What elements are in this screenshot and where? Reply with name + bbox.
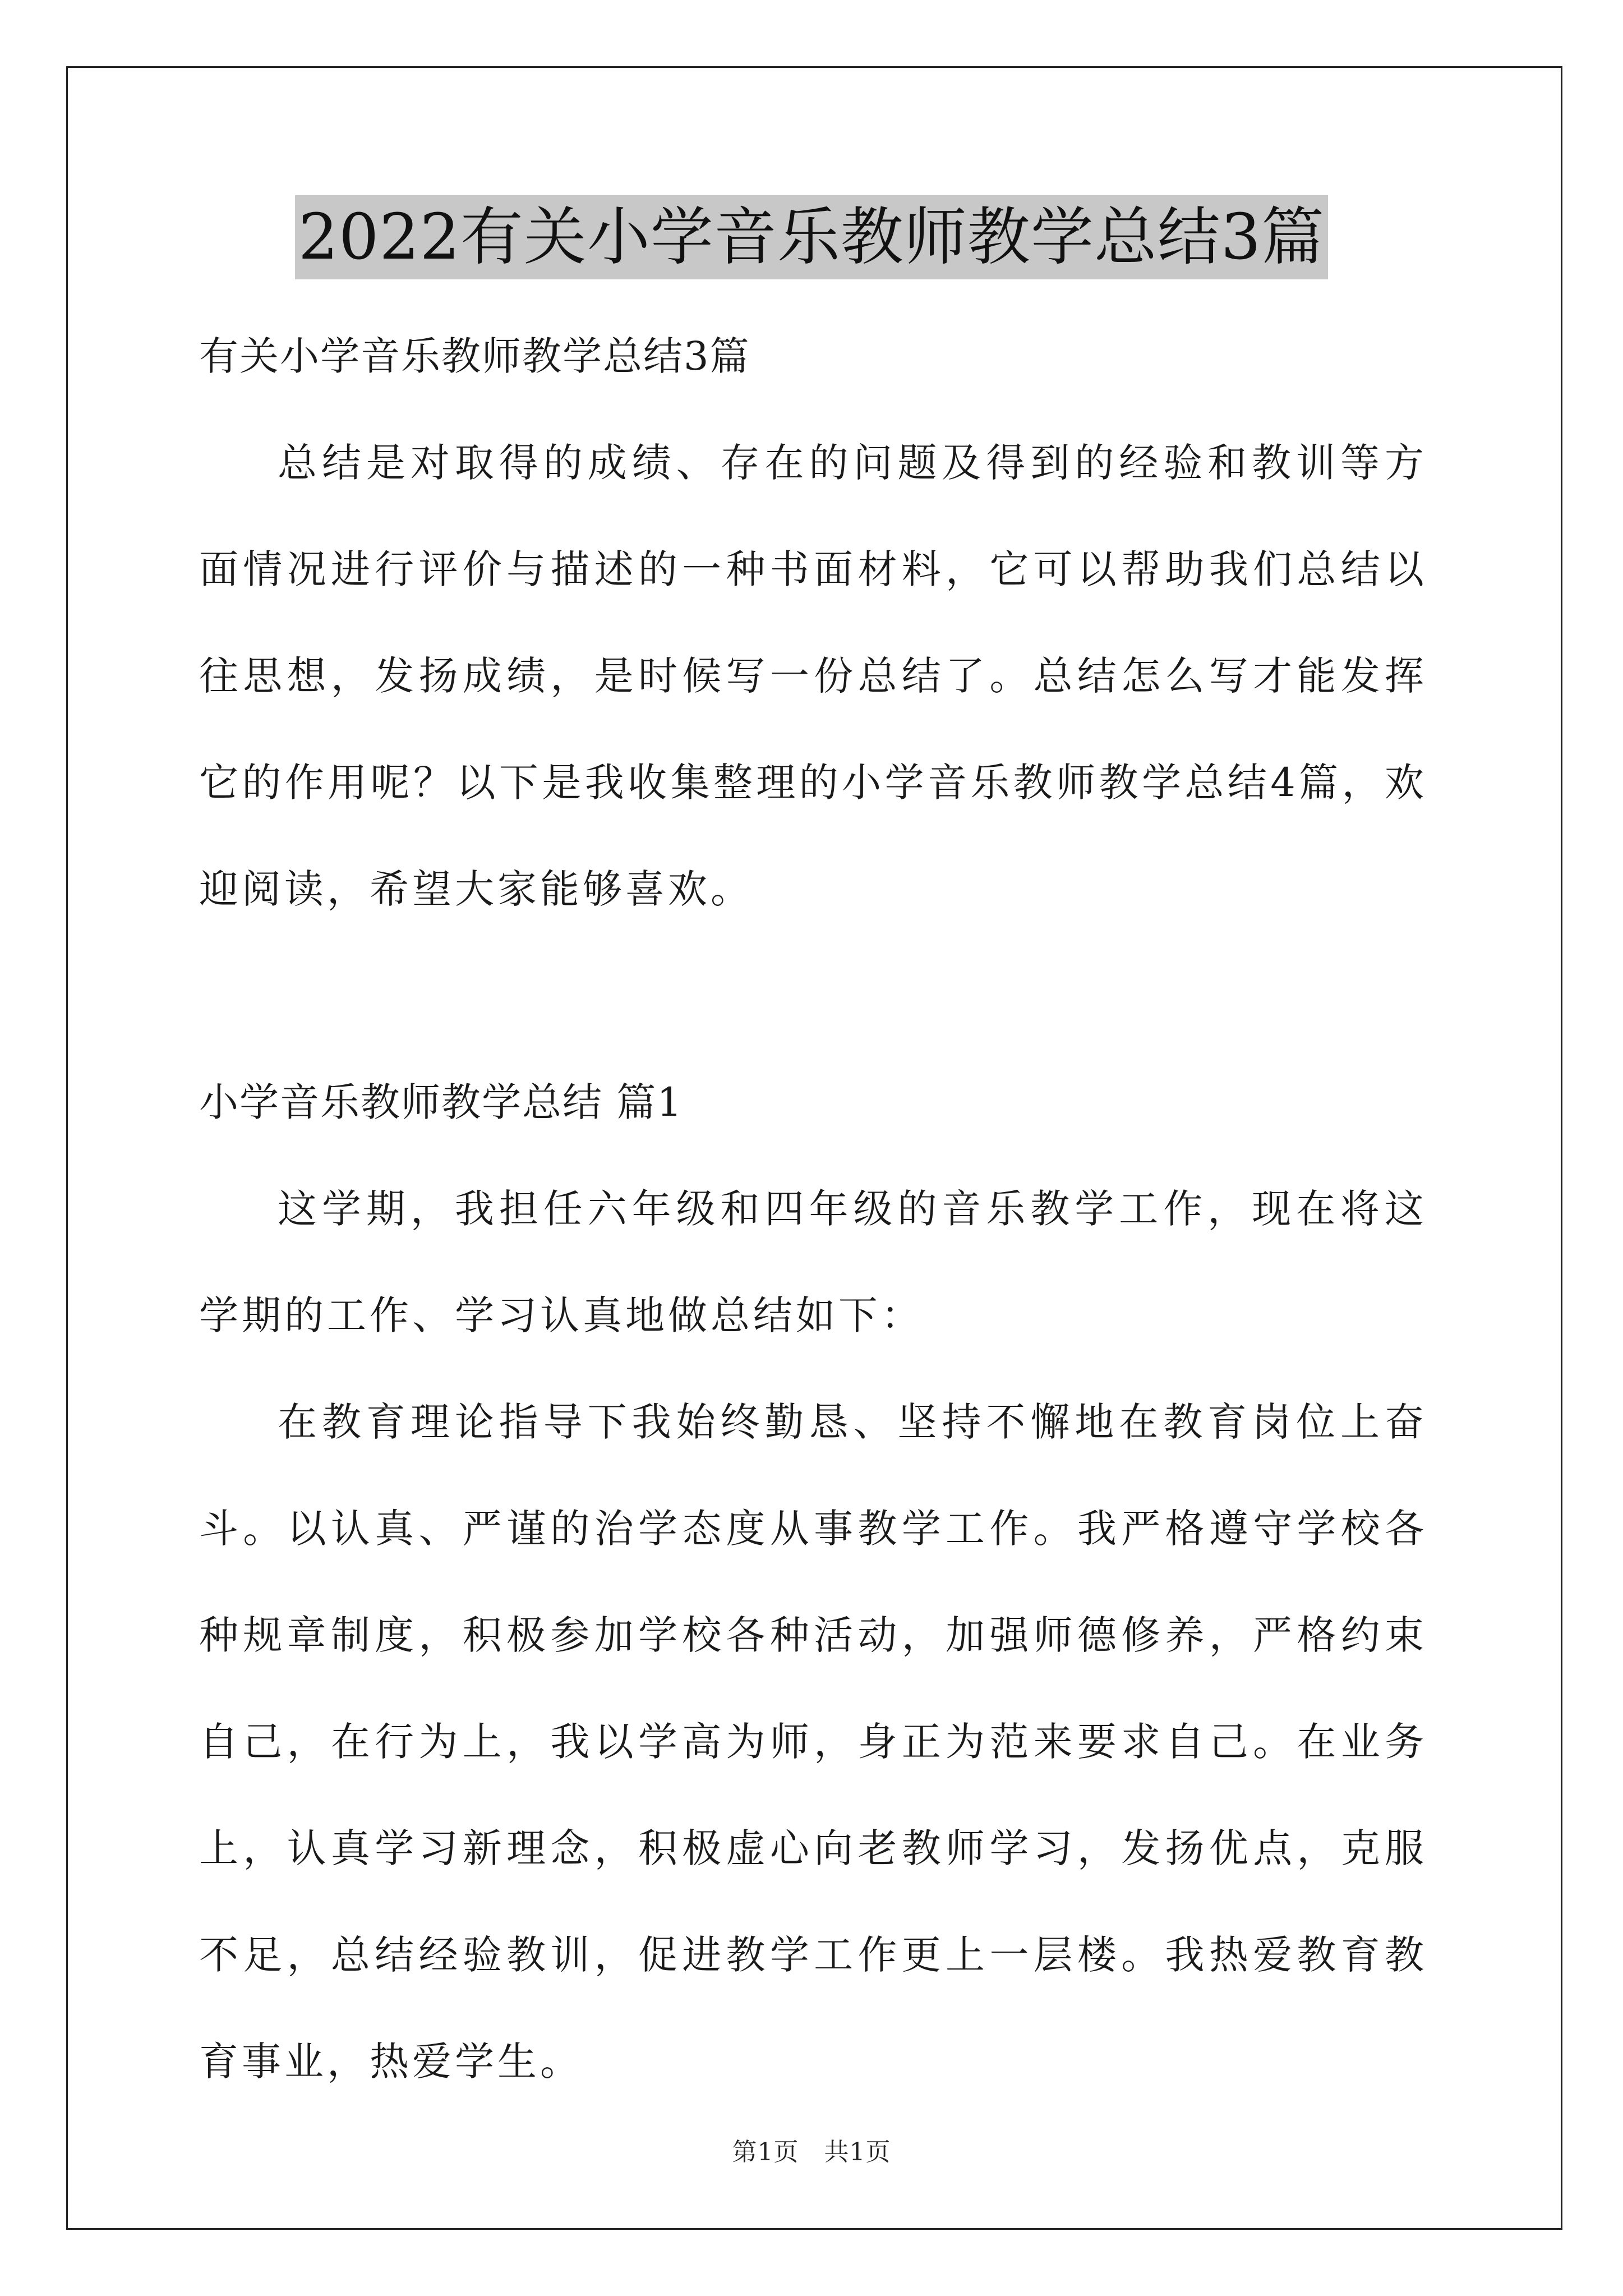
document-subtitle: 有关小学音乐教师教学总结3篇 <box>199 333 750 379</box>
document-title: 2022有关小学音乐教师教学总结3篇 <box>295 195 1328 279</box>
title-container <box>0 195 1623 279</box>
page-footer: 第1页 共1页 <box>732 2138 891 2166</box>
section-spacer <box>199 942 1427 1049</box>
body-paragraph: 在教育理论指导下我始终勤恳、坚持不懈地在教育岗位上奋斗。以认真、严谨的治学态度从事教学工作。我严格遵守学校各种规章制度，积极参加学校各种活动，加强师德修养，严格约束自己，在行为上，我以学高为师，身正为范来要求自己。在业务上，认真学习新理念，积极虚心向老教师学习，发扬优点，克服不足，总结经验教训，促进教学工作更上一层楼。我热爱教育教育事业，热爱学生。 <box>199 1399 1427 2085</box>
section-heading: 小学音乐教师教学总结 篇1 <box>199 1079 683 1125</box>
document-body <box>199 303 1427 2115</box>
intro-paragraph: 总结是对取得的成绩、存在的问题及得到的经验和教训等方面情况进行评价与描述的一种书面材料，它可以帮助我们总结以往思想，发扬成绩，是时候写一份总结了。总结怎么写才能发挥它的作用呢？以下是我收集整理的小学音乐教师教学总结4篇，欢迎阅读，希望大家能够喜欢。 <box>199 440 1427 912</box>
body-paragraph: 这学期，我担任六年级和四年级的音乐教学工作，现在将这学期的工作、学习认真地做总结如下： <box>199 1186 1427 1338</box>
